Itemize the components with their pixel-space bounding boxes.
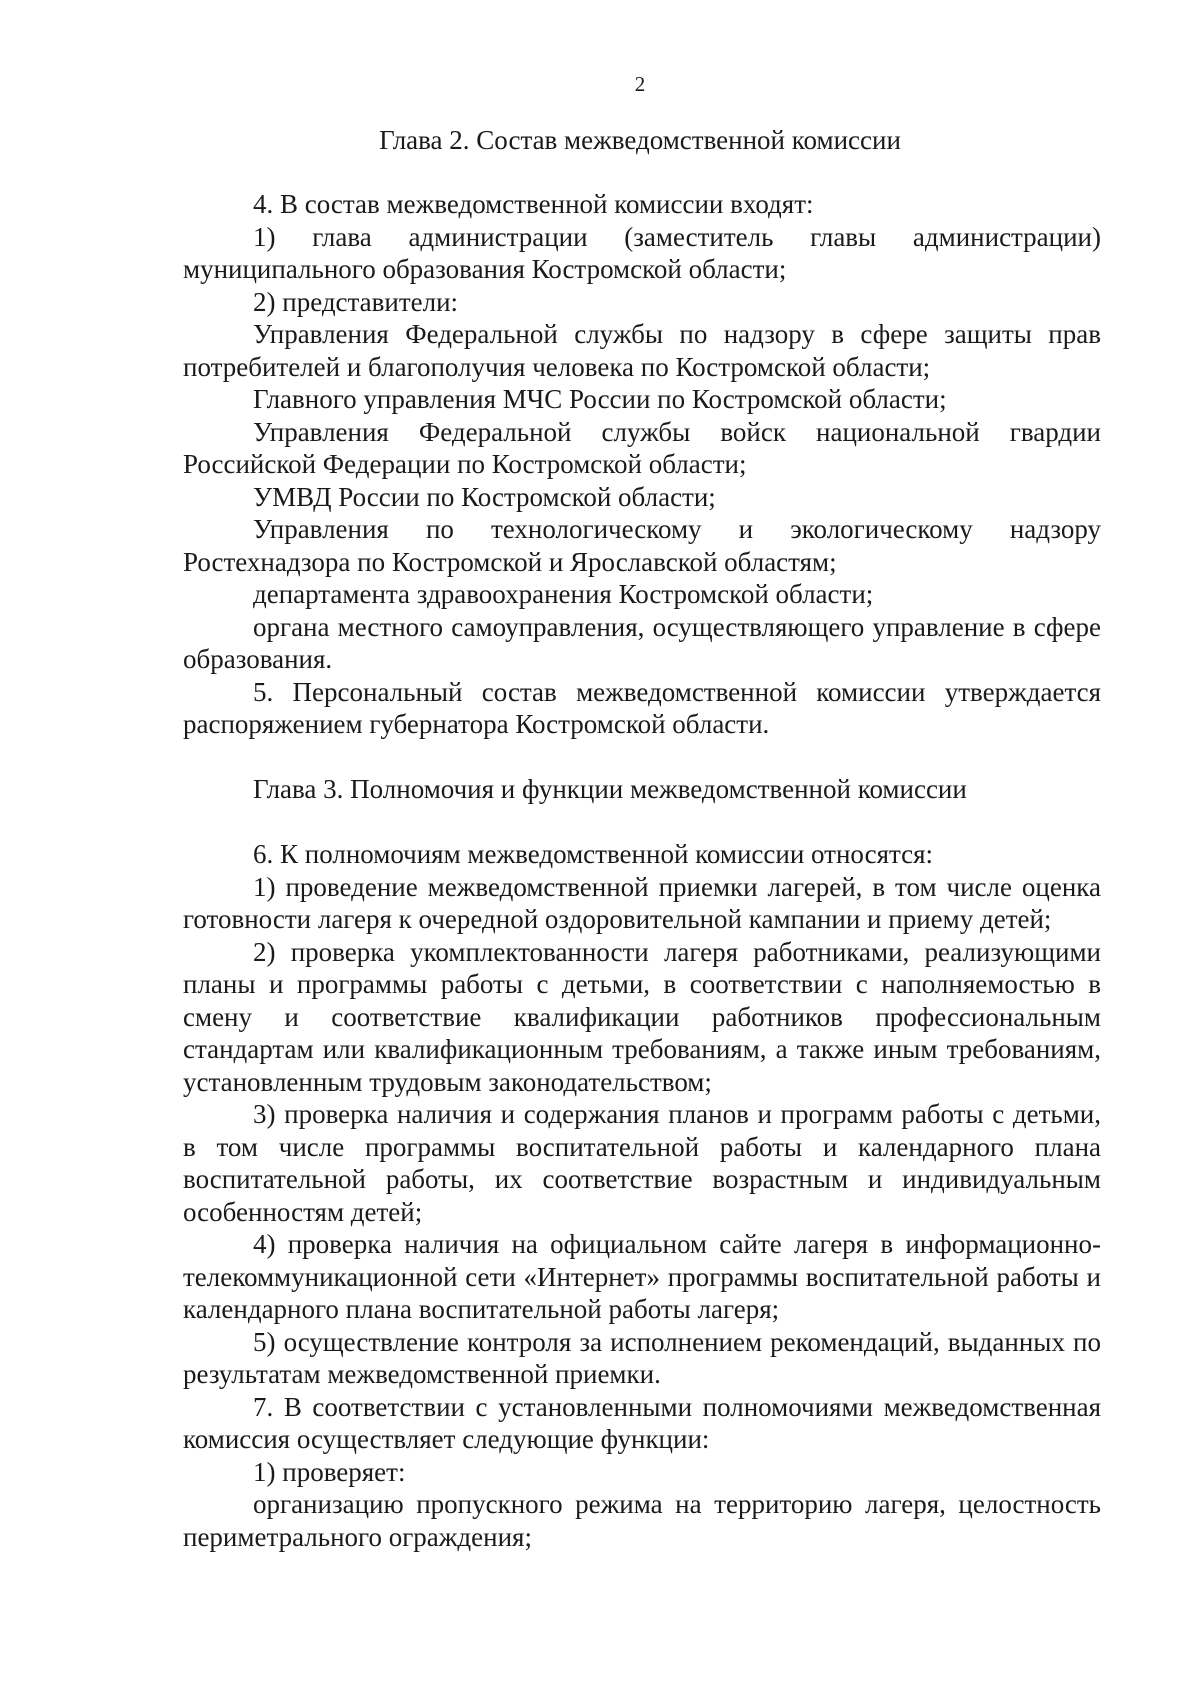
paragraph: 2) представители:: [253, 286, 459, 317]
paragraph: 1) проверяет:: [253, 1456, 406, 1487]
paragraph: организацию пропускного режима на территорию лагеря, целостность периметрального ограждения;: [183, 1489, 1101, 1552]
paragraph: 1) глава администрации (заместитель главы администрации) муниципального образования Костромской области;: [183, 221, 1101, 284]
paragraph: 6. К полномочиям межведомственной комиссии относятся:: [253, 839, 934, 869]
paragraph: 4) проверка наличия на официальном сайте лагеря в информационно-телекоммуникационной сети «Интернет» программы воспитательной работы и календарного плана воспитательной работы лагеря;: [183, 1229, 1101, 1324]
paragraph: 1) проведение межведомственной приемки лагерей, в том числе оценка готовности лагеря к очередной оздоровительной кампании и приему детей;: [183, 871, 1101, 934]
paragraph: 5) осуществление контроля за исполнением рекомендаций, выданных по результатам межведомственной приемки.: [183, 1326, 1101, 1389]
paragraph: органа местного самоуправления, осуществляющего управление в сфере образования.: [183, 611, 1101, 674]
paragraph: 7. В соответствии с установленными полномочиями межведомственная комиссия осуществляет следующие функции:: [183, 1391, 1101, 1454]
chapter-3-title: Глава 3. Полномочия и функции межведомственной комиссии: [253, 774, 967, 804]
page-number: 2: [634, 72, 646, 96]
paragraph: 2) проверка укомплектованности лагеря работниками, реализующими планы и программы работы с детьми, в соответствии с наполняемостью в смену и соответствие квалификации работников профессиональным стандартам или квалификационным требованиям, а также иным требованиям, установленным трудовым законодательством;: [183, 936, 1101, 1097]
paragraph: Главного управления МЧС России по Костромской области;: [253, 384, 947, 414]
paragraph: Управления Федеральной службы войск национальной гвардии Российской Федерации по Костромской области;: [183, 416, 1101, 479]
paragraph: 4. В состав межведомственной комиссии входят:: [253, 189, 814, 219]
paragraph: 3) проверка наличия и содержания планов и программ работы с детьми, в том числе программы воспитательной работы и календарного плана воспитательной работы, их соответствие возрастным и индивидуальным особенностям детей;: [183, 1099, 1101, 1227]
chapter-2-body: [183, 188, 1101, 741]
paragraph: 5. Персональный состав межведомственной комиссии утверждается распоряжением губернатора Костромской области.: [183, 676, 1101, 739]
paragraph: Управления Федеральной службы по надзору в сфере защиты прав потребителей и благополучия человека по Костромской области;: [183, 319, 1101, 382]
paragraph: Управления по технологическому и экологическому надзору Ростехнадзора по Костромской и Ярославской областям;: [183, 514, 1101, 577]
chapter-2-title: Глава 2. Состав межведомственной комиссии: [379, 125, 901, 155]
chapter-3-body: [183, 838, 1101, 1553]
paragraph: департамента здравоохранения Костромской области;: [253, 579, 874, 609]
paragraph: УМВД России по Костромской области;: [253, 481, 716, 512]
